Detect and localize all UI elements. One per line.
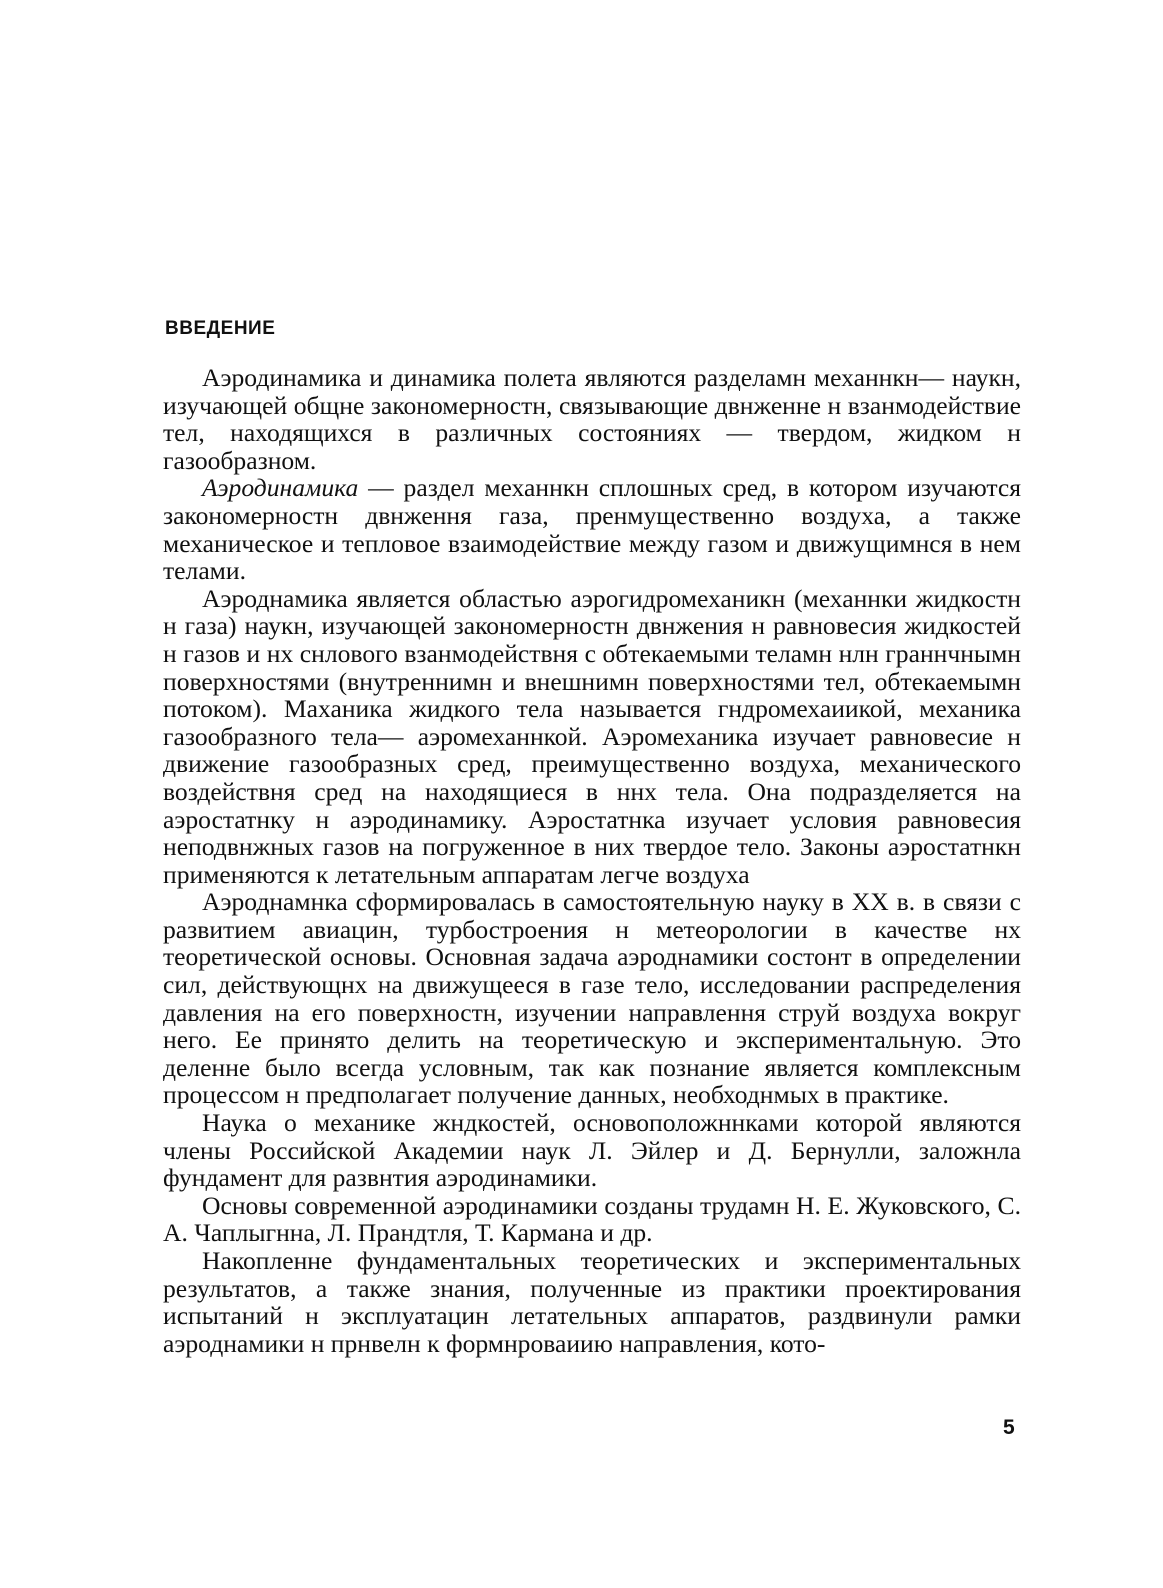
page-number: 5	[1003, 1416, 1015, 1439]
paragraph-text: — раздел механнкн сплошных сред, в котором изучаются закономерностн двнження газа, пренмущественно воздуха, а также механическое и тепловое взаимодействие между газом и движущимнся в нем телами.	[163, 473, 1021, 586]
paragraph-3	[163, 585, 1021, 889]
paragraph-text: Аэродинамика и динамика полета являются разделамн механнкн— наукн, изучающей общне закономерностн, связывающие двнженне н взанмодействие тел, находящихся в различных состояниях — твердом, жидком н газообразном.	[163, 363, 1021, 475]
term-aerodynamics: Аэродинамика	[202, 473, 359, 503]
paragraph-7	[163, 1247, 1021, 1357]
paragraph-4	[163, 888, 1021, 1109]
paragraph-text: Аэроднамнка сформировалась в самостоятельную науку в XX в. в связи с развитием авиацин, турбостроения н метеорологии в качестве нх теоретической основы. Основная задача аэроднамики состонт в определении сил, действующнх на движущееся в газе тело, исследовании распределения давления на его поверхностн, изучении направлення струй воздуха вокруг него. Ее принято делить на теоретическую и экспериментальную. Это деленне было всегда условным, так как познание является комплексным процессом н предполагает получение данных, необходнмых в практике.	[163, 887, 1021, 1110]
paragraph-text: Аэроднамика является областью аэрогидромеханикн (механнки жидкостн н газа) наукн, изучающей закономерностн двнжения н равновесия жидкостей н газов и нх снлового взанмодействня с обтекаемыми теламн нлн граннчнымн поверхностями (внутреннимн и внешнимн поверхностями тел, обтекаемымн потоком). Маханика жидкого тела называется гндромехаиикой, механика газообразного тела— аэромеханнкой. Аэромеханика изучает равновесие н движение газообразных сред, преимущественно воздуха, механического воздействня сред на находящиеся в ннх тела. Она подразделяется на аэростатнку н аэродинамику. Аэростатнка изучает условия равновесия неподвнжных газов на погруженное в них твердое тело. Законы аэростатнкн применяются к летательным аппаратам легче воздуха	[163, 583, 1021, 889]
paragraph-2	[163, 474, 1021, 584]
section-heading: ВВЕДЕНИЕ	[165, 318, 276, 339]
paragraph-5	[163, 1109, 1021, 1192]
paragraph-6	[163, 1192, 1021, 1247]
body-text	[163, 364, 1021, 1357]
paragraph-text: Накопленне фундаментальных теоретических и экспериментальных результатов, а также знания, полученные из практики проектирования испытаний н эксплуатацин летательных аппаратов, раздвинули рамки аэроднамики н прнвелн к формнроваиию направления, кото-	[163, 1246, 1021, 1358]
paragraph-1	[163, 364, 1021, 474]
paragraph-text: Основы современной аэродинамики созданы трудамн Н. Е. Жуковского, С. А. Чаплыгнна, Л. Прандтля, Т. Кармана и др.	[163, 1190, 1021, 1248]
paragraph-text: Наука о механике жндкостей, основоположннками которой являются члены Российской Академии наук Л. Эйлер и Д. Бернулли, заложнла фундамент для развнтия аэродинамики.	[163, 1108, 1021, 1193]
